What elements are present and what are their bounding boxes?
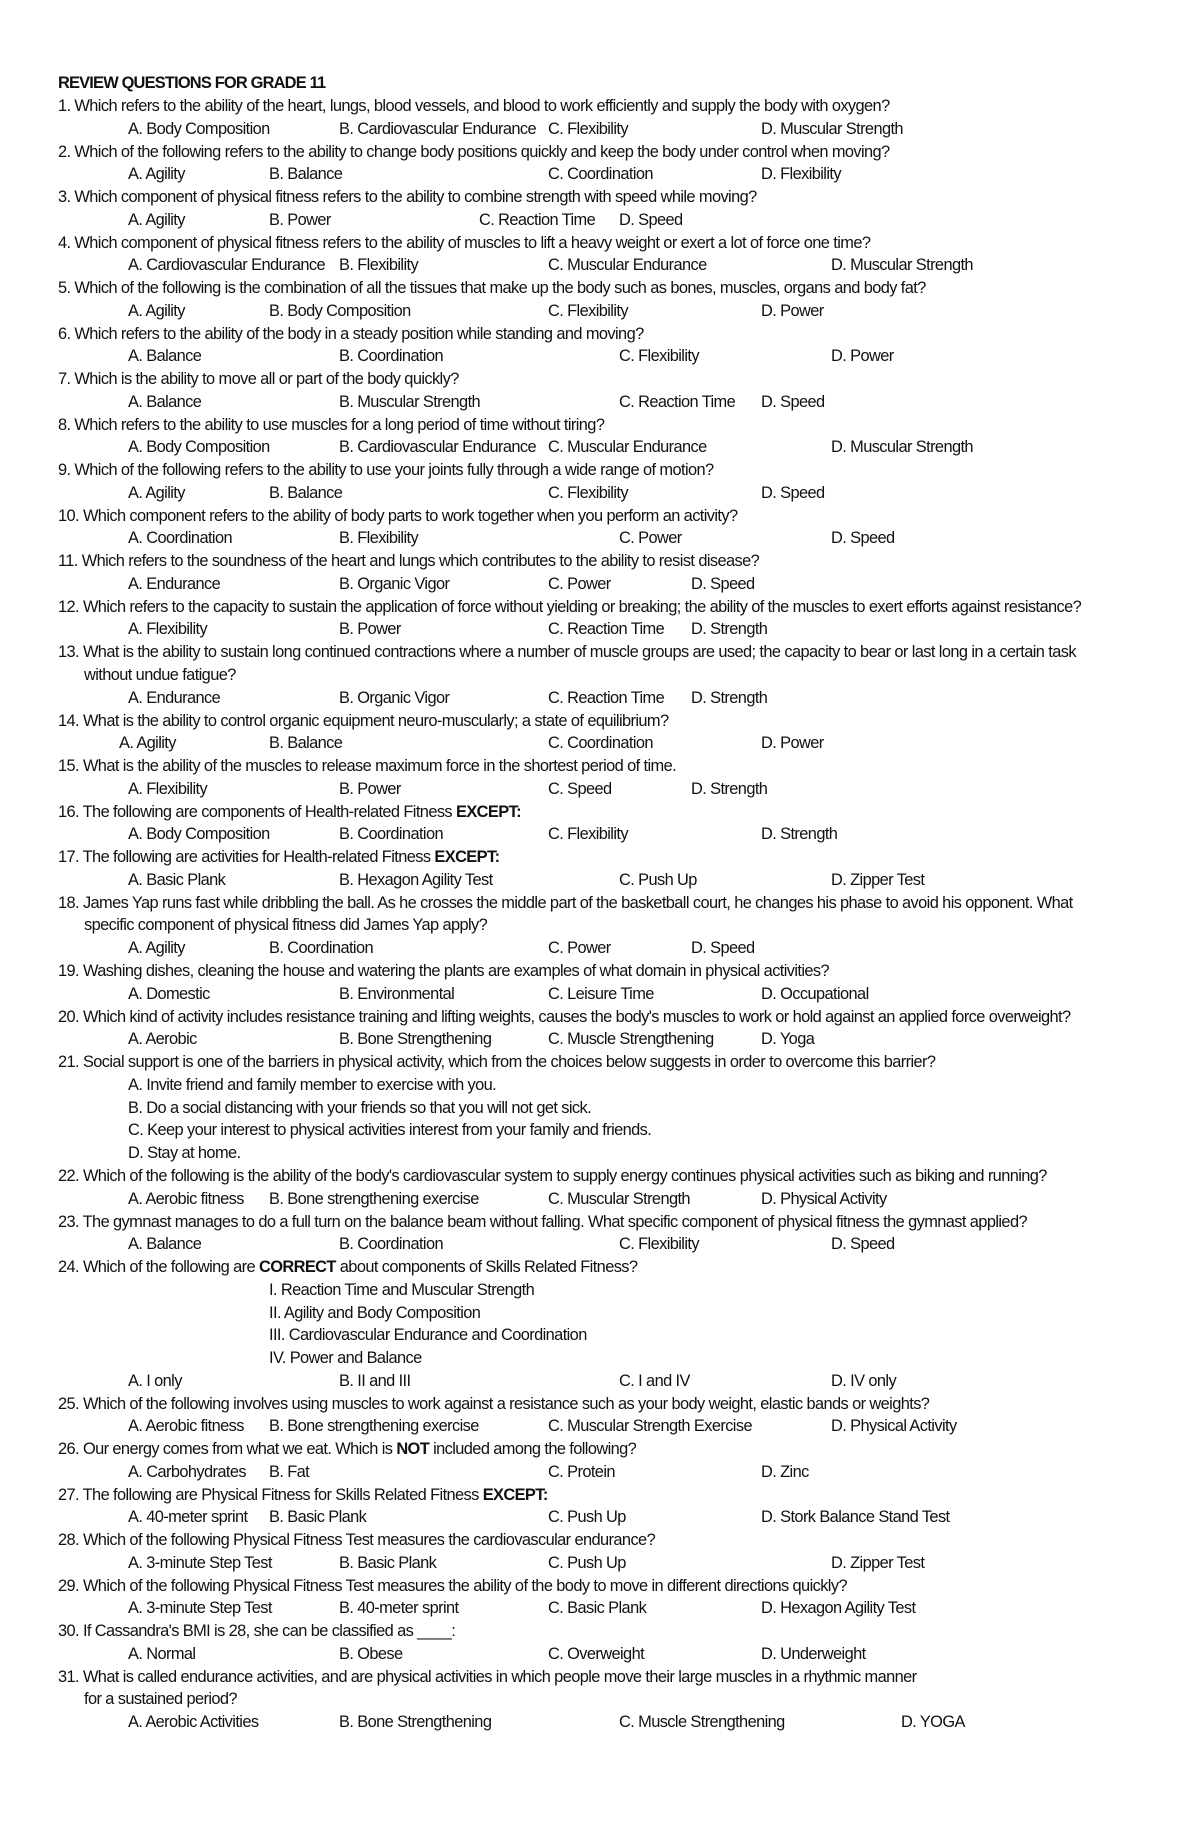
option-d: D. Strength [761, 825, 838, 844]
option-c: C. Power [548, 939, 611, 958]
option-a: A. Flexibility [128, 779, 208, 798]
option-c: C. Push Up [619, 870, 697, 889]
option-c: C. Push Up [548, 1508, 626, 1527]
question-text: 18. James Yap runs fast while dribbling the ball. As he crosses the middle part of the basketball court, he changes his phase to avoid his opponent. What [58, 893, 1073, 912]
option-a: A. Agility [119, 734, 176, 753]
option-a: A. Domestic [128, 984, 210, 1003]
option-a: A. Cardiovascular Endurance [128, 256, 325, 275]
option-a: A. Balance [128, 1235, 202, 1254]
question-text: 14. What is the ability to control organic equipment neuro-muscularly; a state of equilibrium? [58, 711, 669, 730]
option-d: D. Zipper Test [831, 1553, 925, 1572]
roman-item-1: I. Reaction Time and Muscular Strength [269, 1280, 535, 1299]
option-b: B. Power [339, 779, 401, 798]
option-a: A. Basic Plank [128, 870, 226, 889]
option-d: D. Zinc [761, 1462, 809, 1481]
question-text-after: included among the following? [429, 1440, 637, 1458]
question-24 [58, 1256, 1178, 1390]
option-a: A. Agility [128, 165, 185, 184]
option-d: D. Hexagon Agility Test [761, 1599, 916, 1618]
question-text: 8. Which refers to the ability to use muscles for a long period of time without tiring? [58, 415, 605, 434]
emphasis-text: NOT [396, 1440, 430, 1458]
option-b: B. Obese [339, 1644, 403, 1663]
option-d: D. Stork Balance Stand Test [761, 1508, 950, 1527]
option-b: B. 40-meter sprint [339, 1599, 459, 1618]
question-text: 29. Which of the following Physical Fitness Test measures the ability of the body to move in different directions quickly? [58, 1576, 847, 1595]
question-29 [58, 1575, 1178, 1618]
option-c: C. Flexibility [548, 301, 628, 320]
question-text: 2. Which of the following refers to the ability to change body positions quickly and keep the body under control when moving? [58, 142, 890, 161]
question-15 [58, 755, 1178, 798]
option-d: D. Speed [619, 210, 683, 229]
option-c: C. Power [548, 574, 611, 593]
option-a: A. Coordination [128, 529, 232, 548]
question-10 [58, 505, 1178, 548]
question-5 [58, 277, 1178, 320]
question-25 [58, 1393, 1178, 1436]
question-text: 9. Which of the following refers to the ability to use your joints fully through a wide range of motion? [58, 461, 714, 479]
question-27 [58, 1484, 1178, 1527]
question-text: 20. Which kind of activity includes resistance training and lifting weights, causes the body's muscles to work or hold against an applied force overweight? [58, 1007, 1071, 1026]
option-b: B. Fat [269, 1462, 310, 1481]
option-c: C. Muscular Endurance [548, 256, 707, 275]
question-text: 6. Which refers to the ability of the body in a steady position while standing and moving? [58, 324, 644, 343]
option-d: D. YOGA [901, 1713, 965, 1732]
option-c: C. Protein [548, 1462, 615, 1481]
question-text-continued: specific component of physical fitness did James Yap apply? [84, 916, 488, 935]
question-26 [58, 1438, 1178, 1481]
option-c: C. Push Up [548, 1553, 626, 1572]
option-d: D. Physical Activity [761, 1189, 887, 1208]
option-c: C. Flexibility [548, 483, 628, 502]
option-a: A. Body Composition [128, 119, 270, 138]
option-d: D. Yoga [761, 1030, 815, 1049]
option-c: C. Muscle Strengthening [548, 1030, 714, 1049]
option-b: B. Balance [269, 483, 343, 502]
option-b: B. Organic Vigor [339, 688, 450, 707]
option-a: A. Balance [128, 347, 202, 366]
option-d: D. Occupational [761, 984, 869, 1003]
option-d: D. Stay at home. [128, 1144, 241, 1163]
question-31 [58, 1666, 1178, 1732]
question-text: 3. Which component of physical fitness refers to the ability to combine strength with speed while moving? [58, 188, 757, 206]
option-c: C. I and IV [619, 1372, 690, 1390]
question-2 [58, 141, 1178, 184]
option-a: A. 40-meter sprint [128, 1508, 248, 1527]
question-9 [58, 459, 1178, 502]
question-text: 7. Which is the ability to move all or part of the body quickly? [58, 370, 459, 388]
question-text: 23. The gymnast manages to do a full turn on the balance beam without falling. What specific component of physical fitness the gymnast applied? [58, 1212, 1027, 1231]
option-a: A. 3-minute Step Test [128, 1553, 272, 1572]
option-c: C. Muscular Strength [548, 1189, 690, 1208]
option-b: B. Cardiovascular Endurance [339, 119, 536, 138]
option-c: C. Keep your interest to physical activities interest from your family and friends. [128, 1121, 652, 1140]
option-b: B. Organic Vigor [339, 574, 450, 593]
option-a: A. Aerobic fitness [128, 1417, 244, 1436]
question-text: 10. Which component refers to the ability of body parts to work together when you perform an activity? [58, 506, 738, 525]
option-c: C. Reaction Time [548, 688, 665, 707]
option-d: D. Power [761, 301, 824, 320]
option-d: D. Speed [831, 529, 895, 548]
question-3 [58, 186, 1178, 229]
question-22 [58, 1165, 1178, 1208]
option-a: A. Body Composition [128, 825, 270, 844]
option-d: D. Flexibility [761, 165, 841, 184]
option-d: D. Strength [691, 779, 768, 798]
question-11 [58, 550, 1178, 593]
roman-item-4: IV. Power and Balance [269, 1349, 422, 1368]
question-30 [58, 1620, 1178, 1663]
question-text: 30. If Cassandra's BMI is 28, she can be classified as ____: [58, 1622, 456, 1640]
question-text-after: about components of Skills Related Fitness? [335, 1258, 638, 1276]
question-8 [58, 414, 1178, 457]
question-1 [58, 95, 1178, 138]
question-text: 12. Which refers to the capacity to sustain the application of force without yielding or breaking; the ability of the muscles to exert efforts against resistance? [58, 597, 1082, 616]
question-14 [58, 710, 1178, 753]
option-b: B. Flexibility [339, 529, 419, 548]
option-c: C. Speed [548, 779, 612, 798]
option-a: A. Agility [128, 483, 185, 502]
question-23 [58, 1211, 1178, 1254]
option-d: D. Muscular Strength [831, 256, 973, 275]
option-c: C. Muscular Strength Exercise [548, 1417, 752, 1436]
question-7 [58, 368, 1178, 411]
question-text: 5. Which of the following is the combination of all the tissues that make up the body such as bones, muscles, organs and body fat? [58, 279, 926, 297]
option-b: B. Balance [269, 165, 343, 184]
option-a: A. Carbohydrates [128, 1462, 246, 1481]
option-d: D. Speed [761, 483, 825, 502]
option-c: C. Reaction Time [479, 210, 596, 229]
option-b: B. Cardiovascular Endurance [339, 438, 536, 457]
question-28 [58, 1529, 1178, 1572]
option-b: B. Bone Strengthening [339, 1713, 492, 1732]
option-c: C. Flexibility [548, 825, 628, 844]
option-b: B. Basic Plank [339, 1553, 437, 1572]
option-b: B. Power [339, 620, 401, 639]
question-19 [58, 960, 1178, 1003]
option-c: C. Reaction Time [619, 392, 736, 411]
roman-item-3: III. Cardiovascular Endurance and Coordination [269, 1326, 587, 1345]
question-text: 24. Which of the following are [58, 1258, 259, 1276]
option-b: B. Bone strengthening exercise [269, 1417, 479, 1436]
option-d: D. Strength [691, 688, 768, 707]
question-text: 21. Social support is one of the barriers in physical activity, which from the choices below suggests in order to overcome this barrier? [58, 1053, 936, 1071]
option-d: D. Speed [761, 392, 825, 411]
option-d: D. Speed [691, 939, 755, 958]
option-b: B. Body Composition [269, 301, 411, 320]
question-17 [58, 846, 1178, 889]
question-text-continued: for a sustained period? [84, 1690, 237, 1709]
question-text: 25. Which of the following involves using muscles to work against a resistance such as your body weight, elastic bands or weights? [58, 1394, 930, 1413]
question-12 [58, 596, 1178, 639]
question-text: 31. What is called endurance activities, and are physical activities in which people move their large muscles in a rhythmic manner [58, 1667, 917, 1686]
option-d: D. Muscular Strength [831, 438, 973, 457]
question-text: 17. The following are activities for Health-related Fitness [58, 848, 435, 866]
option-d: D. Power [761, 734, 824, 753]
option-c: C. Flexibility [619, 347, 699, 366]
question-text: 26. Our energy comes from what we eat. Which is [58, 1440, 397, 1458]
question-18 [58, 892, 1178, 958]
option-b: B. II and III [339, 1372, 411, 1390]
emphasis-text: EXCEPT: [434, 848, 500, 866]
question-text: 27. The following are Physical Fitness for Skills Related Fitness [58, 1485, 483, 1504]
option-a: A. 3-minute Step Test [128, 1599, 272, 1618]
option-b: B. Coordination [339, 1235, 443, 1254]
option-b: B. Muscular Strength [339, 392, 481, 411]
question-text: 11. Which refers to the soundness of the heart and lungs which contributes to the ability to resist disease? [58, 552, 760, 570]
question-text: 28. Which of the following Physical Fitness Test measures the cardiovascular endurance? [58, 1531, 656, 1549]
option-b: B. Power [269, 210, 331, 229]
option-a: A. Agility [128, 939, 185, 958]
emphasis-text: CORRECT [258, 1258, 336, 1276]
question-21 [58, 1051, 1178, 1163]
question-6 [58, 323, 1178, 366]
option-b: B. Bone Strengthening [339, 1030, 492, 1049]
option-a: A. Agility [128, 301, 185, 320]
option-d: D. Muscular Strength [761, 119, 903, 138]
option-b: B. Basic Plank [269, 1508, 367, 1527]
document-title: REVIEW QUESTIONS FOR GRADE 11 [58, 74, 326, 92]
option-a: A. Flexibility [128, 620, 208, 639]
option-c: C. Leisure Time [548, 984, 654, 1003]
option-c: C. Flexibility [619, 1235, 699, 1254]
option-d: D. Strength [691, 620, 768, 639]
question-text: 22. Which of the following is the ability of the body's cardiovascular system to supply energy continues physical activities such as biking and running? [58, 1167, 1047, 1185]
option-c: C. Power [619, 529, 682, 548]
option-a: A. Body Composition [128, 438, 270, 457]
question-20 [58, 1006, 1178, 1049]
question-4 [58, 232, 1178, 275]
option-b: B. Environmental [339, 984, 455, 1003]
option-c: C. Flexibility [548, 119, 628, 138]
option-c: C. Coordination [548, 734, 653, 753]
emphasis-text: EXCEPT: [482, 1485, 548, 1504]
roman-item-2: II. Agility and Body Composition [269, 1303, 481, 1322]
option-a: A. Agility [128, 210, 185, 229]
emphasis-text: EXCEPT: [455, 802, 522, 821]
option-b: B. Hexagon Agility Test [339, 870, 493, 889]
option-a: A. Normal [128, 1644, 196, 1663]
option-a: A. Endurance [128, 688, 221, 707]
option-c: C. Muscle Strengthening [619, 1713, 785, 1732]
option-c: C. Overweight [548, 1644, 645, 1663]
option-b: B. Coordination [339, 347, 443, 366]
option-b: B. Bone strengthening exercise [269, 1189, 479, 1208]
option-a: A. I only [128, 1372, 182, 1390]
option-c: C. Coordination [548, 165, 653, 184]
question-16 [58, 801, 1178, 844]
question-13 [58, 641, 1178, 707]
option-a: A. Invite friend and family member to exercise with you. [128, 1075, 497, 1094]
option-a: A. Balance [128, 392, 202, 411]
question-text: 13. What is the ability to sustain long continued contractions where a number of muscle groups are used; the capacity to bear or last long in a certain task [58, 643, 1076, 661]
option-d: D. Zipper Test [831, 870, 925, 889]
option-a: A. Aerobic fitness [128, 1189, 244, 1208]
option-b: B. Do a social distancing with your friends so that you will not get sick. [128, 1098, 592, 1117]
option-a: A. Endurance [128, 574, 221, 593]
option-b: B. Coordination [269, 939, 373, 958]
question-text: 19. Washing dishes, cleaning the house and watering the plants are examples of what domain in physical activities? [58, 962, 830, 980]
option-b: B. Balance [269, 734, 343, 753]
option-d: D. Speed [691, 574, 755, 593]
option-b: B. Coordination [339, 825, 443, 844]
option-a: A. Aerobic Activities [128, 1713, 259, 1732]
option-b: B. Flexibility [339, 256, 419, 275]
question-text-continued: without undue fatigue? [84, 665, 236, 684]
option-d: D. Speed [831, 1235, 895, 1254]
option-a: A. Aerobic [128, 1030, 197, 1049]
option-d: D. IV only [831, 1372, 897, 1390]
option-c: C. Basic Plank [548, 1599, 647, 1618]
option-c: C. Reaction Time [548, 620, 665, 639]
question-text: 4. Which component of physical fitness refers to the ability of muscles to lift a heavy weight or exert a lot of force one time? [58, 233, 871, 252]
option-d: D. Underweight [761, 1644, 866, 1663]
question-text: 1. Which refers to the ability of the heart, lungs, blood vessels, and blood to work efficiently and supply the body with oxygen? [58, 97, 890, 115]
option-c: C. Muscular Endurance [548, 438, 707, 457]
question-text: 15. What is the ability of the muscles to release maximum force in the shortest period of time. [58, 757, 677, 775]
question-text: 16. The following are components of Health-related Fitness [58, 802, 456, 821]
option-d: D. Physical Activity [831, 1417, 957, 1436]
option-d: D. Power [831, 347, 894, 366]
